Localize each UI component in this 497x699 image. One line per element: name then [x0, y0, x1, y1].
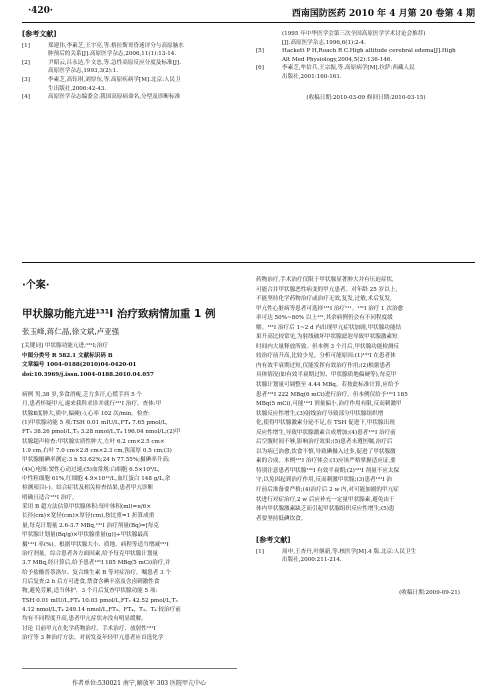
reference-text: [J].高原医学杂志,1996,6(1):2-4. [282, 39, 366, 46]
reference-list [22, 42, 244, 102]
received-date: (收稿日期:2009-09-21) [399, 589, 460, 596]
reference-number: [6] [256, 65, 264, 72]
article-metadata [22, 342, 244, 380]
body-line: 长径(cm)×宽径(cm)×厚径(cm),按比重=1 折算成重 [22, 513, 155, 520]
body-line: 较治疗前升高,比较少见。分析可能原因:(1)¹³¹I 在患者体 [256, 353, 396, 360]
journal-title: 西南国防医药 2010 年 4 月第 20 卷第 4 期 [291, 9, 475, 19]
reference-number: [5] [256, 48, 264, 55]
reference-number: [3] [22, 76, 30, 83]
body-line: 月后复查;2 h 后方可进食,禁食含碘丰富及含卤刺激性食 [22, 578, 160, 585]
body-line: 不能坚持化学药物治疗或治疗无效,复发,过敏,术后复发, [256, 296, 392, 303]
reference-text: 郑建伟,李素芝,王宇亮,等.格拉斯哥昏迷评分与高原脑水 [48, 42, 184, 49]
reference-text: 高原医学杂志,1993,3(2):1. [48, 68, 119, 75]
article-number: 文章编号 1004-0188(2010)04-0420-01 [22, 362, 137, 369]
article-title: 甲状腺功能亢进¹³¹I 治疗致病情加重 1 例 [22, 308, 216, 320]
body-line: (4)心电图:窦性心动过速;(5)血常规:白细胞 6.5×10⁹/L, [22, 466, 160, 473]
body-line: 1.9 cm,右叶 7.0 cm×2.8 cm×2.3 cm,狭部厚 0.5 cm;(3) [22, 448, 172, 455]
reference-item [256, 47, 476, 64]
reference-number: [1] [22, 42, 30, 49]
body-line: 疗前后准备要严格;(4)治疗后 2 w 内,对可能加剧的甲亢症 [256, 487, 399, 494]
body-line: MBq(5 mCi),可能¹³¹I 剂量偏小,治疗作用有限,反而刺激甲 [256, 401, 402, 408]
body-line: 4.12 nmol/L,T₄ 249.14 nmol/L,FT₃、FT₄、T₃、T₄ 较治疗前 [22, 606, 181, 613]
received-dates: (收稿日期:2010-03-09 修回日期:2010-03-15) [306, 94, 426, 101]
body-line: 物,避免劳累,适当休护。3 个月后复查甲状腺功能 5 项: [22, 588, 158, 595]
body-line: 特别注意患者甲状腺¹³¹I 有效半衰期;(2)¹³¹I 剂量不应太保 [256, 467, 400, 474]
body-line: 内有效半衰期过短,仅能发挥有效治疗作用;(2)根据患者 [256, 362, 391, 369]
running-header [28, 6, 475, 20]
reference-item [22, 42, 244, 59]
reference-number: [4] [22, 94, 30, 101]
body-line: 时间内大量释放所致。但本例 3 个月后,甲状腺功能检测反 [256, 343, 400, 350]
body-line: 者要坚持低碘饮食。 [256, 515, 307, 522]
body-line: 后空腹时间不够,影响治疗效果;(5)患者未遵医嘱,治疗后 [256, 439, 393, 446]
body-line: 甲亢性心脏病等患者可选择¹³¹I 治疗¹¹¹。¹³¹I 治疗 1 次治愈 [256, 305, 404, 312]
body-line: 摄¹³¹I 率(%)。根据甲状腺大小、质地、病程等适当增减¹³¹I [22, 541, 169, 548]
author-affiliation: 作者单位:530021 南宁,解放军 303 医院甲亢中心 [72, 680, 207, 687]
reference-text: 李素芝,高钰琪,刘厚东,等.高原疾病学[M].北京:人民卫 [48, 76, 181, 83]
reference-text: 生出版社,2006:42-43. [48, 85, 107, 92]
reference-number: [1] [256, 548, 264, 555]
body-line: 状腺超声检查:甲状腺实质性肿大,左叶 6.2 cm×2.5 cm× [22, 438, 165, 445]
reference-text: Hackett P H,Roach R C.High altitude cerebral edema[J].High [282, 48, 456, 55]
reference-text: Alt Med Physiology,2004,5(2):136-146. [282, 56, 393, 63]
body-line: 体内甲状腺激素缺乏而引起甲状腺组织反应性增生;(5)患 [256, 506, 395, 513]
body-left-column [22, 391, 246, 643]
reference-list [256, 47, 476, 81]
reference-text: 高原医学杂志编委会.我国高原病命名,分型及诊断标准 [48, 94, 181, 101]
reference-text: 肿预后的关系[J].高原医学杂志,2006,11(1):13-14. [48, 51, 177, 58]
body-line: 可能合并甲状腺恶性病变的甲亢患者。对年龄 25 岁以上, [256, 286, 398, 293]
left-references [22, 30, 244, 102]
reference-text: 周申,王杏丹,叶继新,等.核医学[M].4 版.北京:人民卫生 [282, 548, 417, 555]
reference-item [22, 76, 244, 93]
body-line: 患者¹³¹I 222 MBq(6 mCi)进行治疗。但本例仅给予¹³¹I 185 [256, 391, 408, 398]
article-references [256, 536, 478, 597]
body-line: 讨论 目前甲亢在化学药物治疗、手术治疗、放射性¹³¹I [22, 625, 156, 632]
body-line: 量,每克计划量 2.6-3.7 MBq,¹³¹I 治疗剂量(Bq)=[每克 [22, 522, 159, 529]
header-rule [22, 22, 475, 23]
body-line: 守,以免因起到治疗作用,反而刺激甲状腺;(3)患者¹³¹I 治 [256, 477, 392, 484]
body-line: 反应性增生,导致甲状腺激素合成增加;(4)患者¹³¹I 治疗前 [256, 429, 396, 436]
body-line: 率可达 50%~80% 以上¹²¹,其余病例仍会有不同程度缓 [256, 315, 393, 322]
body-line: 状腺计划量可调整至 4.44 MBq。若按此标准计算,应给予 [256, 382, 400, 389]
reference-item [22, 59, 244, 76]
footnote-rule [22, 668, 237, 669]
section-label: ·个案· [22, 280, 50, 291]
body-line: 化,使得甲状腺激素分泌不足,在 TSH 促进下,甲状腺出现 [256, 420, 395, 427]
doi: doi:10.3969/j.issn.1004-0188.2010.04.057 [22, 371, 154, 378]
body-line: 状进行对症治疗,2 w 后应补充一定量甲状腺素,避免由于 [256, 496, 395, 503]
body-line: 病例 男,38 岁,多食消瘦,乏力多汗,心慌手抖 5 个 [22, 392, 142, 398]
body-line: 月,患者怀疑甲亢,遂来我科求诊并就行¹³¹I 治疗。查体:甲 [22, 401, 162, 408]
classification: 中图分类号 R 582.1 文献标识码 B [22, 352, 113, 359]
body-line: 给予盐酸普萘洛尔、复合维生素 B 等对症治疗。嘱患者 3 个 [22, 569, 172, 576]
body-line: 解。¹³¹I 治疗后 1~2 d 内出现甲亢症状加剧,甲状腺功能结 [256, 324, 402, 331]
reference-text: 李素芝,牟信兵,王宗振,等.高原病学[M].拉萨:西藏人民 [282, 65, 415, 72]
references-heading: [参考文献] [256, 536, 291, 544]
body-line: 甲状腺计划量(Bq/g)×甲状腺重量(g)]÷甲状腺最高 [22, 532, 149, 539]
reference-text: 出版社,2000:211-214. [282, 557, 342, 564]
right-references [256, 30, 476, 102]
reference-text: 出版社,2001:160-161. [282, 73, 342, 80]
body-line: 甲状腺摄碘率测定:3 h 53.62%;24 h 77.55%;摄碘率升高; [22, 457, 170, 464]
body-line: 状腺Ⅱ度肿大,质中,偏硬(-),心率 102 次/min。检查: [22, 410, 150, 417]
reference-text: 尹昭云,吕永达,牛文忠,等.急性高原反应分度及标准[J]. [48, 59, 181, 66]
reference-text: (1995 年中华医学会第三次全国高原医学学术讨论会推荐) [282, 31, 426, 37]
references-heading: [参考文献] [22, 30, 57, 38]
body-line: 治疗剂量。综合患者各方面因素,给予每克甲状腺计划量 [22, 550, 159, 557]
page-number: ·420· [28, 6, 54, 16]
body-line: (1)甲状腺功能 5 项:TSH 0.01 mIU/L,FT₄ 7.65 pmol/L, [22, 420, 168, 427]
reference-continuation [256, 30, 476, 47]
body-line: FT₃ 38.26 pmol/L,T₃ 3.28 nmol/L,T₄ 196.04 nmol/L;(2)甲 [22, 429, 181, 436]
body-line: 采用 B 超方法估算甲状腺体积:每叶体积(ml)=π/6× [22, 504, 152, 511]
body-line: 状腺反应性增生;(3)射线治疗导致部分甲状腺组织增 [256, 410, 384, 417]
body-line: 检测项目(-)。结合症状及相关检查结果,患者甲亢诊断 [22, 485, 154, 492]
reference-number: [2] [22, 59, 30, 66]
article-authors: 张玉峰,蒋仁晶,徐文斌,卢亚强 [22, 327, 120, 336]
section-rule [22, 262, 475, 263]
keywords: [关键词] 甲状腺功能亢进;¹³¹I;治疗 [22, 343, 108, 349]
reference-item [256, 64, 476, 81]
body-line: 3.7 MBq,经计算后,给予患者¹³¹I 185 MBq(5 mCi)治疗,并 [22, 560, 171, 567]
body-line: 具体情况(如有效半衰期过短、甲状腺质地偏硬等),每克甲 [256, 372, 397, 379]
body-line: 均有不同程度升高,患者甲亢症状亦没有明显缓解。 [22, 616, 147, 623]
reference-list [256, 548, 478, 565]
body-line: 治疗等 3 种治疗方法。对初发及年轻甲亢患者应首选化学 [22, 634, 164, 641]
body-right-column [256, 276, 478, 524]
body-line: 素的合成。本例¹³¹I 治疗体会:(1)应该严格掌握适应证,要 [256, 458, 396, 465]
body-line: 果升高比较常见,为射线破坏甲状腺滤泡导致甲状腺激素短 [256, 334, 398, 341]
body-line: 药物治疗,手术治疗仅限于甲状腺显著肿大并有压迫症状, [256, 277, 394, 283]
reference-item [22, 93, 244, 102]
body-line: 明确且适合¹³¹I 治疗。 [22, 494, 78, 501]
reference-item [256, 548, 478, 565]
body-line: 中性粒细胞 61%,红细胞 4.9×10¹²/L,血红蛋白 148 g/L,余 [22, 476, 171, 483]
body-line: TSH 0.01 mIU/L,FT₄ 10.03 pmol/L,FT₃ 42.52 pmol/L,T₃ [22, 597, 178, 604]
body-line: 以为病已治愈,饮食不慎,导致碘摄入过多,促进了甲状腺激 [256, 448, 396, 455]
